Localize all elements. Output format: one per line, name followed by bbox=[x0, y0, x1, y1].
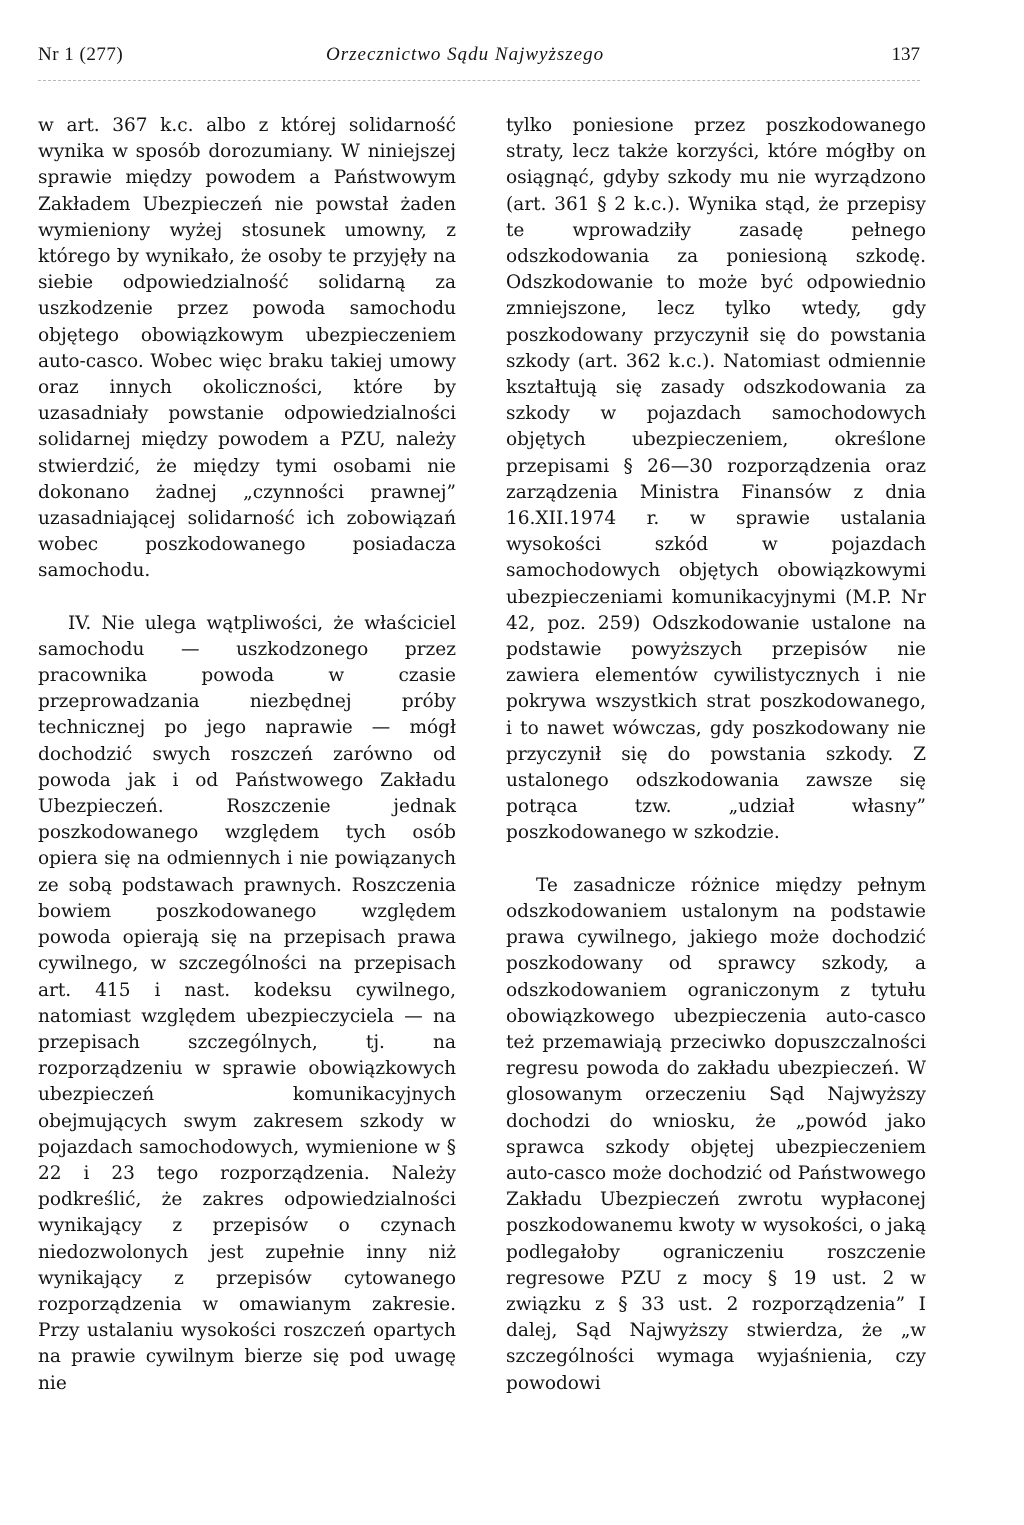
page-number: 137 bbox=[891, 44, 920, 65]
right-column bbox=[506, 113, 926, 1397]
journal-title: Orzecznictwo Sądu Najwyższego bbox=[326, 44, 605, 65]
left-paragraph-2: IV. Nie ulega wątpliwości, że właściciel samochodu — uszkodzonego przez pracownika powoda w czasie przeprowadzania niezbędnej próby technicznej po jego naprawie — mógł dochodzić swych roszczeń zarówno od powoda jak i od Państwowego Zakładu Ubezpieczeń. Roszczenie jednak poszkodowanego względem tych osób opiera się na odmiennych i nie powiązanych ze sobą podstawach prawnych. Roszczenia bowiem poszkodowanego względem powoda opierają się na przepisach prawa cywilnego, w szczególności na przepisach art. 415 i nast. kodeksu cywilnego, natomiast względem ubezpieczyciela — na przepisach szczególnych, tj. na rozporządzeniu w sprawie obowiązkowych ubezpieczeń komunikacyjnych obejmujących swym zakresem szkody w pojazdach samochodowych, wymienione w § 22 i 23 tego rozporządzenia. Należy podkreślić, że zakres odpowiedzialności wynikający z przepisów o czynach niedozwolonych jest zupełnie inny niż wynikający z przepisów cytowanego rozporządzenia w omawianym zakresie. Przy ustalaniu wysokości roszczeń opartych na prawie cywilnym bierze się pod uwagę nie bbox=[38, 612, 456, 1394]
running-header bbox=[38, 44, 920, 74]
header-rule bbox=[38, 80, 920, 81]
issue-number: Nr 1 (277) bbox=[38, 44, 124, 65]
right-paragraph-1: tylko poniesione przez poszkodowanego straty, lecz także korzyści, które mógłby on osiągnąć, gdyby szkody mu nie wyrządzono (art. 361 § 2 k.c.). Wynika stąd, że przepisy te wprowadziły zasadę pełnego odszkodowania za poniesioną szkodę. Odszkodowanie to może być odpowiednio zmniejszone, lecz tylko wtedy, gdy poszkodowany przyczynił się do powstania szkody (art. 362 k.c.). Natomiast odmiennie kształtują się zasady odszkodowania za szkody w pojazdach samochodowych objętych ubezpieczeniem, określone przepisami § 26—30 rozporządzenia oraz zarządzenia Ministra Finansów z dnia 16.XII.1974 r. w sprawie ustalania wysokości szkód w pojazdach samochodowych objętych obowiązkowymi ubezpieczeniami komunikacyjnymi (M.P. Nr 42, poz. 259) Odszkodowanie ustalone na podstawie powyższych przepisów nie zawiera elementów cywilistycznych i nie pokrywa wszystkich strat poszkodowanego, i to nawet wówczas, gdy poszkodowany nie przyczynił się do powstania szkody. Z ustalonego odszkodowania zawsze się potrąca tzw. „udział własny” poszkodowanego w szkodzie. bbox=[506, 115, 926, 844]
left-column bbox=[38, 113, 456, 1397]
left-paragraph-1: w art. 367 k.c. albo z której solidarność wynika w sposób dorozumiany. W niniejszej sprawie między powodem a Państwowym Zakładem Ubezpieczeń nie powstał żaden wymieniony wyżej stosunek umowny, z którego by wynikało, że osoby te przyjęły na siebie odpowiedzialność solidarną za uszkodzenie przez powoda samochodu objętego obowiązkowym ubezpieczeniem auto-casco. Wobec więc braku takiej umowy oraz innych okoliczności, które by uzasadniały powstanie odpowiedzialności solidarnej między powodem a PZU, należy stwierdzić, że między tymi osobami nie dokonano żadnej „czynności prawnej” uzasadniającej solidarność ich zobowiązań wobec poszkodowanego posiadacza samochodu. bbox=[38, 115, 456, 582]
right-paragraph-2: Te zasadnicze różnice między pełnym odszkodowaniem ustalonym na podstawie prawa cywilnego, jakiego może dochodzić poszkodowany od sprawcy szkody, a odszkodowaniem ograniczonym z tytułu obowiązkowego ubezpieczenia auto-casco też przemawiają przeciwko dopuszczalności regresu powoda do zakładu ubezpieczeń. W glosowanym orzeczeniu Sąd Najwyższy dochodzi do wniosku, że „powód jako sprawca szkody objętej ubezpieczeniem auto-casco może dochodzić od Państwowego Zakładu Ubezpieczeń zwrotu wypłaconej poszkodowanemu kwoty w wysokości, o jaką podlegałoby ograniczeniu roszczenie regresowe PZU z mocy § 19 ust. 2 w związku z § 33 ust. 2 rozporządzenia” I dalej, Sąd Najwyższy stwierdza, że „w szczególności wymaga wyjaśnienia, czy powodowi bbox=[506, 874, 926, 1394]
